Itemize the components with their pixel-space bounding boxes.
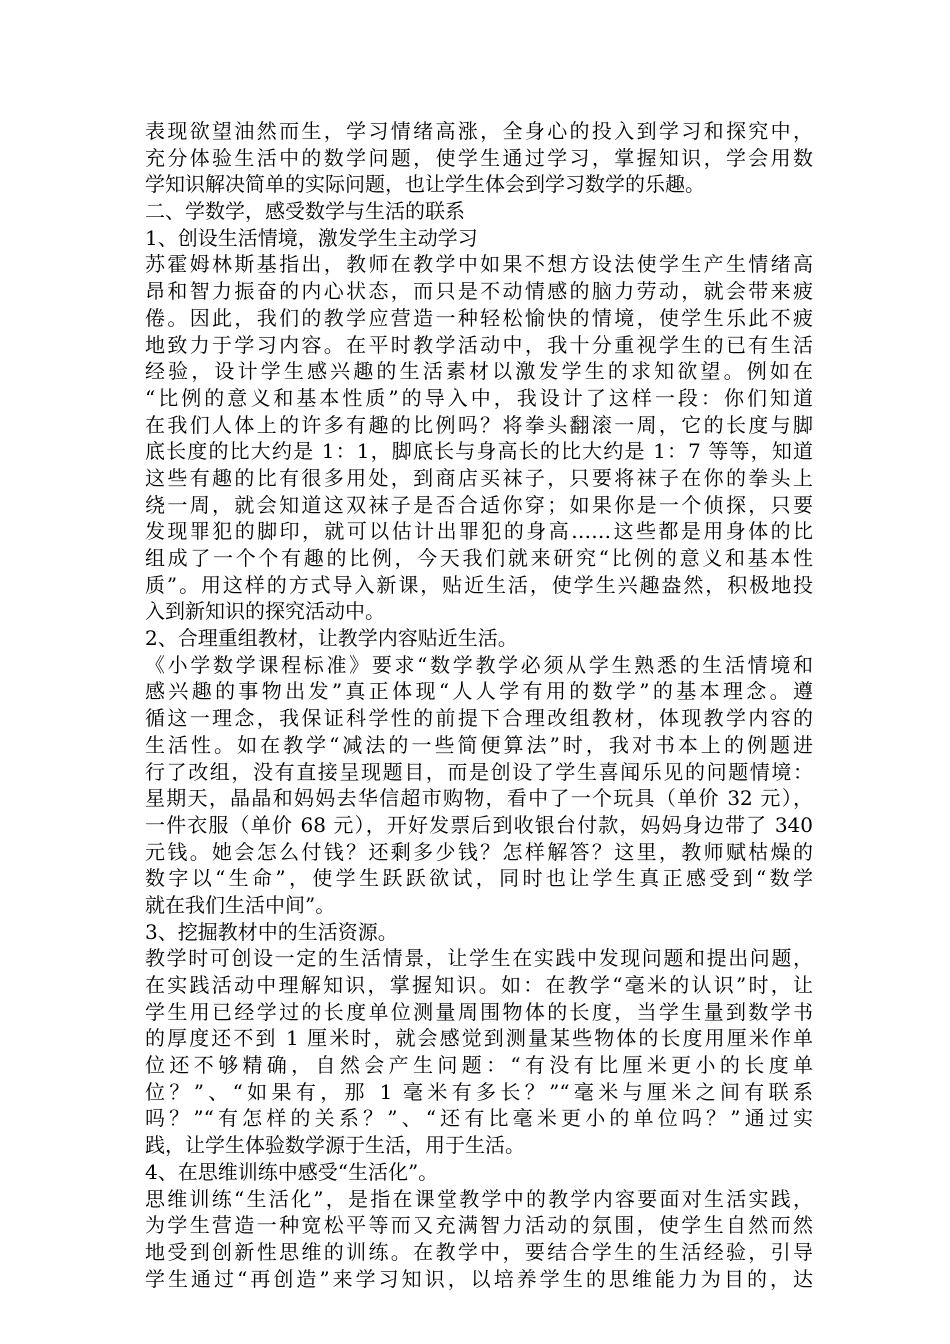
text-line: 这些有趣的比有很多用处，到商店买袜子，只要将袜子在你的拳头上: [145, 465, 813, 490]
text-line: 循这一理念，我保证科学性的前提下合理改组教材，体现教学内容的: [145, 706, 813, 731]
text-line: 就在我们生活中间”。: [145, 892, 336, 917]
document-body: [145, 118, 813, 1292]
subsection-heading: 2、合理重组教材，让教学内容贴近生活。: [145, 626, 518, 651]
text-line: 《小学数学课程标准》要求“数学教学必须从学生熟悉的生活情境和: [145, 652, 813, 677]
text-line: 星期天，晶晶和妈妈去华信超市购物，看中了一个玩具（单价 32 元），: [145, 786, 813, 811]
text-line: 教学时可创设一定的生活情景，让学生在实践中发现问题和提出问题，: [145, 946, 813, 971]
text-line: 地致力于学习内容。在平时教学活动中，我十分重视学生的已有生活: [145, 332, 813, 357]
text-line: 思维训练“生活化”，是指在课堂教学中的教学内容要面对生活实践，: [145, 1186, 813, 1211]
text-line: 绕一周，就会知道这双袜子是否合适你穿；如果你是一个侦探，只要: [145, 492, 813, 517]
text-line: 践，让学生体验数学源于生活，用于生活。: [145, 1133, 525, 1158]
text-line: 苏霍姆林斯基指出，教师在教学中如果不想方设法使学生产生情绪高: [145, 252, 813, 277]
text-line: 质”。用这样的方式导入新课，贴近生活，使学生兴趣盎然，积极地投: [145, 572, 813, 597]
text-line: 位？”、“如果有，那 1 毫米有多长？”“毫米与厘米之间有联系: [145, 1079, 813, 1104]
text-line: 底长度的比大约是 1：1，脚底长与身高长的比大约是 1：7 等等，知道: [145, 439, 813, 464]
text-line: 地受到创新性思维的训练。在教学中，要结合学生的生活经验，引导: [145, 1239, 813, 1264]
text-line: 在我们人体上的许多有趣的比例吗？将拳头翻滚一周，它的长度与脚: [145, 412, 813, 437]
text-line: 经验，设计学生感兴趣的生活素材以激发学生的求知欲望。例如在: [145, 359, 813, 384]
text-line: 位还不够精确，自然会产生问题：“有没有比厘米更小的长度单: [145, 1053, 813, 1078]
text-line: 学生用已经学过的长度单位测量周围物体的长度，当学生量到数学书: [145, 999, 813, 1024]
text-line: 行了改组，没有直接呈现题目，而是创设了学生喜闻乐见的问题情境：: [145, 759, 813, 784]
text-line: 感兴趣的事物出发”真正体现“人人学有用的数学”的基本理念。遵: [145, 679, 813, 704]
text-line: 学生通过“再创造”来学习知识，以培养学生的思维能力为目的，达: [145, 1266, 813, 1291]
text-line: 一件衣服（单价 68 元），开好发票后到收银台付款，妈妈身边带了 340: [145, 812, 813, 837]
text-line: 为学生营造一种宽松平等而又充满智力活动的氛围，使学生自然而然: [145, 1213, 813, 1238]
text-line: 入到新知识的探究活动中。: [145, 599, 385, 624]
text-line: 数字以“生命”，使学生跃跃欲试，同时也让学生真正感受到“数学: [145, 866, 813, 891]
subsection-heading: 3、挖掘教材中的生活资源。: [145, 919, 398, 944]
text-line: 吗？”“有怎样的关系？”、“还有比毫米更小的单位吗？”通过实: [145, 1106, 813, 1131]
text-line: 表现欲望油然而生，学习情绪高涨，全身心的投入到学习和探究中，: [145, 119, 813, 143]
text-line: 充分体验生活中的数学问题，使学生通过学习，掌握知识，学会用数: [145, 145, 813, 170]
text-line: 的厚度还不到 1 厘米时，就会感觉到测量某些物体的长度用厘米作单: [145, 1026, 813, 1051]
subsection-heading: 1、创设生活情境，激发学生主动学习: [145, 225, 478, 250]
section-heading: 二、学数学，感受数学与生活的联系: [145, 199, 465, 224]
text-line: 发现罪犯的脚印，就可以估计出罪犯的身高……这些都是用身体的比: [145, 519, 813, 544]
text-line: 学知识解决简单的实际问题，也让学生体会到学习数学的乐趣。: [145, 172, 705, 197]
text-line: 组成了一个个有趣的比例，今天我们就来研究“比例的意义和基本性: [145, 546, 813, 570]
text-line: 昂和智力振奋的内心状态，而只是不动情感的脑力劳动，就会带来疲: [145, 279, 813, 304]
text-line: “比例的意义和基本性质”的导入中，我设计了这样一段：你们知道: [145, 385, 813, 410]
text-line: 生活性。如在教学“减法的一些简便算法”时，我对书本上的例题进: [145, 732, 813, 757]
text-line: 元钱。她会怎么付钱？还剩多少钱？怎样解答？这里，教师赋枯燥的: [145, 839, 813, 864]
text-line: 倦。因此，我们的教学应营造一种轻松愉快的情境，使学生乐此不疲: [145, 305, 813, 330]
text-line: 在实践活动中理解知识，掌握知识。如：在教学“毫米的认识”时，让: [145, 973, 813, 997]
subsection-heading: 4、在思维训练中感受“生活化”。: [145, 1159, 439, 1184]
